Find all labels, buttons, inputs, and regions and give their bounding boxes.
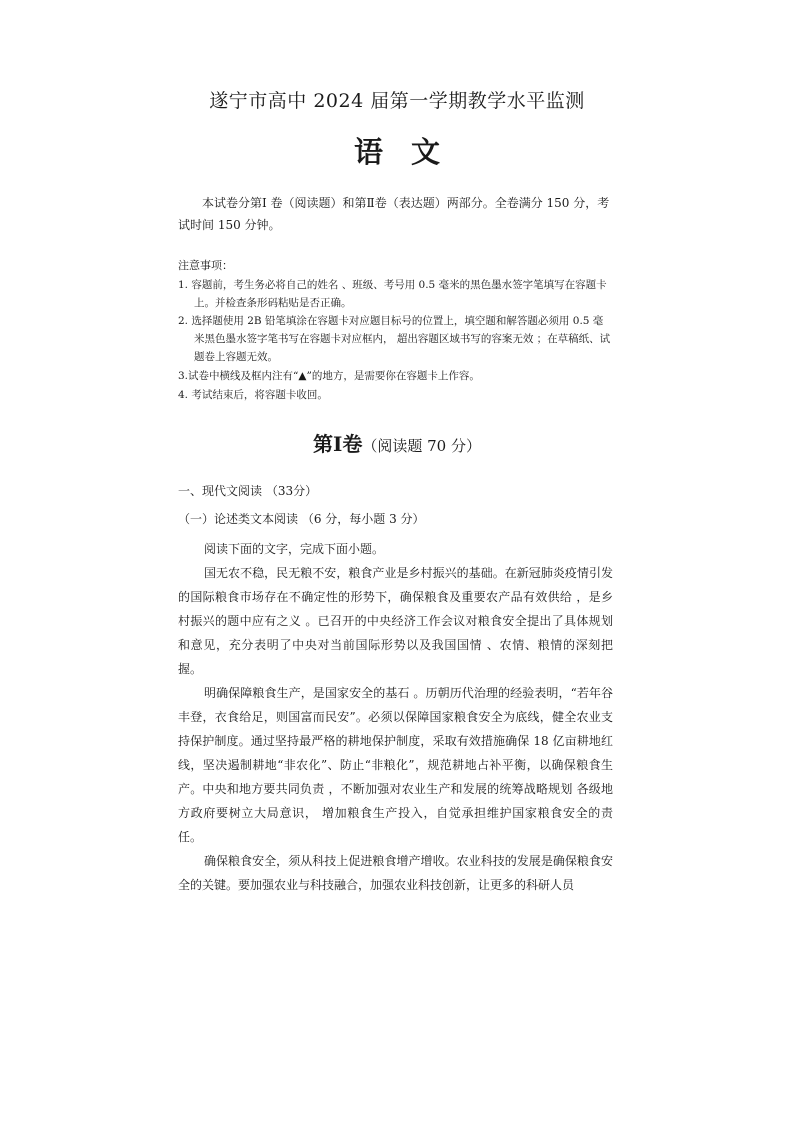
section-title — [0, 428, 794, 457]
subject-title: 语文 — [353, 135, 468, 169]
note-line: 上。并检查条形码粘贴是否正确。 — [194, 297, 352, 309]
body-paragraph: 国无农不稳，民无粮不安，粮食产业是乡村振兴的基础。在新冠肺炎疫情引发的国际粮食市场存在不确定性的形势下，确保粮食及重要农产品有效供给 ，是乡村振兴的题中应有之义 。已召开的中央经济工作会议对粮食安全提出了具体规划和意见，充分表明了中央对当前国际形势以及我国国情 、农情、粮情的深刻把握。 — [178, 566, 613, 676]
note-line: 1. 容题前，考生务必将自己的姓名 、班级、考号用 0.5 毫米的黑色墨水签字笔填写在容题卡 — [178, 279, 607, 291]
note-line: 米黑色墨水签字笔书写在容题卡对应框内， 超出容题区域书写的容案无效 ；在草稿纸、试 — [194, 333, 611, 345]
part-heading: 一、现代文阅读 （33分） — [178, 484, 318, 498]
note-line: 3.试卷中横线及框内注有“▲”的地方，是需要你在容题卡上作容。 — [178, 370, 480, 382]
body-paragraph: 明确保障粮食生产，是国家安全的基石 。历朝历代治理的经验表明，“若年谷丰登，衣食给足，则国富而民安”。必须以保障国家粮食安全为底线，健全农业支持保护制度。通过坚持最严格的耕地保护制度，采取有效措施确保 18 亿亩耕地红线，坚决遏制耕地“非农化”、防止“非粮化”，规范耕地占补平衡，以确保粮食生产。中央和地方要共同负责 ，不断加强对农业生产和发展的统筹战略规划 各级地方政府要树立大局意识， 增加粮食生产投入，自觉承担维护国家粮食安全的责任。 — [178, 686, 613, 844]
note-item-1 — [178, 276, 620, 312]
note-line: 2. 选择题使用 2B 铅笔填涂在容题卡对应题目标号的位置上，填空题和解答题必须用 0.5 毫 — [178, 315, 604, 327]
body-paragraph: 阅读下面的文字，完成下面小题。 — [204, 542, 385, 556]
note-line: 题卷上容题无效。 — [194, 351, 278, 363]
sub-heading: （一）论述类文本阅读 （6 分，每小题 3 分） — [178, 512, 425, 526]
notes-heading: 注意事项： — [178, 259, 233, 272]
note-item-2 — [178, 312, 620, 366]
note-item-4 — [178, 386, 620, 404]
note-line: 4. 考试结束后，将容题卡收回。 — [178, 389, 328, 401]
section-detail: （阅读题 70 分） — [362, 437, 481, 455]
intro-paragraph: 本试卷分第Ⅰ 卷（阅读题）和第Ⅱ卷（表达题）两部分。全卷满分 150 分，考试时间 150 分钟。 — [178, 196, 610, 232]
exam-title: 遂宁市高中 2024 届第一学期教学水平监测 — [209, 90, 585, 112]
note-item-3 — [178, 367, 620, 385]
section-main: 第Ⅰ卷 — [313, 432, 363, 456]
body-paragraph: 确保粮食安全，须从科技上促进粮食增产增收。农业科技的发展是确保粮食安全的关键。要加强农业与科技融合，加强农业科技创新，让更多的科研人员 — [178, 854, 613, 892]
